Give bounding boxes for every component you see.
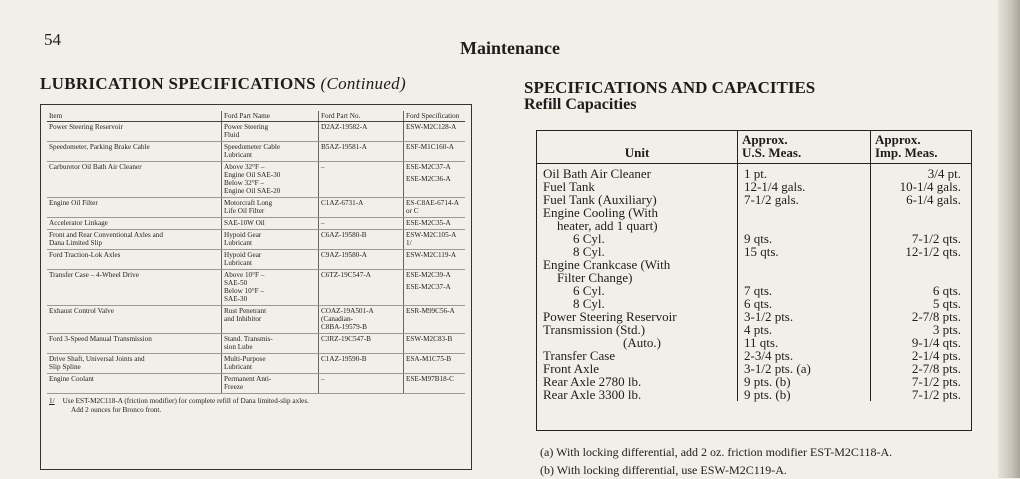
cell-line: ESE-M2C37-A	[406, 283, 451, 291]
part-number-cell	[319, 270, 404, 306]
cell-line: SAE-10W Oil	[224, 219, 265, 227]
lubrication-row	[47, 374, 465, 394]
cell-line: C1AZ-6731-A	[321, 199, 364, 207]
lubrication-row	[47, 230, 465, 250]
unit-label: Filter Change)	[557, 270, 633, 285]
cell-line: B5AZ-19581-A	[321, 143, 367, 151]
unit-label: Transfer Case	[543, 348, 616, 363]
capacities-body-row	[537, 164, 971, 402]
page-header: Maintenance	[460, 38, 560, 58]
cell-line: ESA-M1C75-B	[406, 355, 452, 363]
book-spine	[998, 0, 1020, 478]
col-header-imp-top: Approx.	[875, 132, 921, 147]
unit-label: Oil Bath Air Cleaner	[543, 166, 651, 181]
part-name-cell	[222, 270, 319, 306]
cell-line: Lubricant	[224, 239, 252, 247]
specification-cell	[404, 162, 466, 198]
cell-line: COAZ-19A501-A	[321, 307, 374, 315]
unit-label: Rear Axle 2780 lb.	[543, 374, 642, 389]
col-header-part-name: Ford Part Name	[222, 111, 319, 122]
imperial-measure: 9-1/4 qts.	[911, 335, 961, 350]
lubrication-row	[47, 142, 465, 162]
part-number-cell	[319, 334, 404, 354]
specification-cell	[404, 334, 466, 354]
lubrication-title-text: LUBRICATION SPECIFICATIONS	[40, 74, 316, 93]
lubrication-row	[47, 250, 465, 270]
part-number-cell	[319, 198, 404, 218]
lubrication-row	[47, 122, 465, 142]
cell-line: ESE-M2C36-A	[406, 175, 451, 183]
note-b: (b) With locking differential, use ESW-M2C119-A.	[540, 463, 787, 477]
specification-cell	[404, 354, 466, 374]
cell-line: Lubricant	[224, 259, 252, 267]
part-name-cell	[222, 230, 319, 250]
item-cell	[47, 218, 222, 230]
part-name-cell	[222, 374, 319, 394]
cell-line: Front and Rear Conventional Axles and	[49, 231, 163, 239]
col-header-unit	[537, 131, 738, 164]
part-number-cell	[319, 354, 404, 374]
unit-label: 8 Cyl.	[573, 296, 605, 311]
item-cell	[47, 250, 222, 270]
imperial-measure: 2-7/8 pts.	[911, 361, 961, 376]
part-number-cell	[319, 162, 404, 198]
us-measure	[744, 258, 864, 271]
lubrication-header-row	[47, 111, 465, 122]
lubrication-row	[47, 162, 465, 198]
unit-label: Fuel Tank (Auxiliary)	[543, 192, 657, 207]
specification-cell	[404, 218, 466, 230]
cell-line: SAE-30	[224, 295, 248, 303]
cell-line: ESE-M97B18-C	[406, 375, 454, 383]
part-name-cell	[222, 306, 319, 334]
part-name-cell	[222, 198, 319, 218]
us-measure: 2-3/4 pts.	[744, 348, 794, 363]
unit-label: (Auto.)	[623, 335, 661, 350]
cell-line: C9AZ-19580-A	[321, 251, 367, 259]
specification-cell	[404, 198, 466, 218]
item-cell	[47, 198, 222, 218]
cell-line: Life Oil Filter	[224, 207, 265, 215]
cell-line: Motorcraft Long	[224, 199, 273, 207]
col-header-us-top: Approx.	[742, 132, 788, 147]
part-name-cell	[222, 162, 319, 198]
cell-line: –	[321, 375, 325, 383]
unit-label: Fuel Tank	[543, 179, 595, 194]
cell-line: C6TZ-19C547-A	[321, 271, 371, 279]
footnote-line-2: Add 2 ounces for Bronco front.	[71, 405, 162, 414]
us-measure: 15 qts.	[744, 244, 779, 259]
part-number-cell	[319, 218, 404, 230]
cell-line: Freeze	[224, 383, 244, 391]
us-measure: 4 pts.	[744, 322, 773, 337]
footnote-line-1: Use EST-M2C118-A (friction modifier) for complete refill of Dana limited-slip axles.	[62, 397, 309, 405]
cell-line: ESR-M99C56-A	[406, 307, 455, 315]
specification-cell	[404, 122, 466, 142]
part-name-cell	[222, 334, 319, 354]
part-name-cell	[222, 122, 319, 142]
imperial-measure: 6 qts.	[932, 283, 961, 298]
us-measure: 7-1/2 gals.	[744, 192, 799, 207]
lubrication-title-suffix: (Continued)	[320, 74, 406, 93]
part-number-cell	[319, 230, 404, 250]
imperial-measure: 2-7/8 pts.	[911, 309, 961, 324]
lubrication-table	[47, 111, 465, 394]
imperial-measure: 2-1/4 pts.	[911, 348, 961, 363]
lubrication-row	[47, 354, 465, 374]
cell-line: Fluid	[224, 131, 240, 139]
unit-label: 8 Cyl.	[573, 244, 605, 259]
imperial-measure	[877, 206, 961, 219]
cell-line: Slip Spline	[49, 363, 81, 371]
item-cell	[47, 374, 222, 394]
us-measure: 1 pt.	[744, 166, 768, 181]
unit-label: Power Steering Reservoir	[543, 309, 677, 324]
cell-line: and Inhibitor	[224, 315, 262, 323]
cell-line: ESW-M2C105-A 1/	[406, 231, 456, 247]
lubrication-table-box	[40, 104, 472, 470]
cell-line: Hypoid Gear	[224, 251, 262, 259]
cell-line: Hypoid Gear	[224, 231, 262, 239]
cell-line: D2AZ-19582-A	[321, 123, 368, 131]
us-measure: 3-1/2 pts.	[744, 309, 794, 324]
lubrication-row	[47, 306, 465, 334]
item-cell	[47, 122, 222, 142]
capacities-header-row	[537, 131, 971, 164]
us-measure: 9 pts. (b)	[744, 387, 791, 402]
us-measure: 9 pts. (b)	[744, 374, 791, 389]
item-cell	[47, 354, 222, 374]
col-header-us	[738, 131, 871, 164]
cell-line: Ford 3-Speed Manual Transmission	[49, 335, 152, 343]
cell-line: Ford Traction-Lok Axles	[49, 251, 121, 259]
cell-line: Below 10°F –	[224, 287, 265, 295]
lubrication-body	[47, 122, 465, 394]
item-cell	[47, 142, 222, 162]
capacities-table-box	[536, 130, 972, 431]
imperial-measure: 7-1/2 pts.	[911, 387, 961, 402]
item-cell	[47, 230, 222, 250]
imperial-measure: 3/4 pt.	[927, 166, 961, 181]
specification-cell	[404, 230, 466, 250]
part-name-cell	[222, 142, 319, 162]
us-measure	[744, 206, 864, 219]
capacity-notes	[540, 443, 892, 479]
unit-label: Front Axle	[543, 361, 599, 376]
item-cell	[47, 162, 222, 198]
item-cell	[47, 306, 222, 334]
capacities-title: SPECIFICATIONS AND CAPACITIES	[524, 78, 816, 97]
part-number-cell	[319, 250, 404, 270]
unit-column	[537, 164, 738, 402]
cell-line: SAE-50	[224, 279, 248, 287]
cell-line: Stand. Transmis-	[224, 335, 273, 343]
unit-label: Rear Axle 3300 lb.	[543, 387, 642, 402]
us-measure: 11 qts.	[744, 335, 779, 350]
cell-line: Lubricant	[224, 363, 252, 371]
cell-line: Engine Oil SAE-20	[224, 187, 281, 195]
cell-line: Transfer Case – 4-Wheel Drive	[49, 271, 139, 279]
col-header-specification: Ford Specification	[404, 111, 466, 122]
cell-line: ESW-M2C128-A	[406, 123, 457, 131]
specification-cell	[404, 374, 466, 394]
cell-line: ESF-M1C160-A	[406, 143, 454, 151]
cell-line: ESE-M2C35-A	[406, 219, 451, 227]
cell-line: Power Steering	[224, 123, 269, 131]
cell-line: C6AZ-19580-B	[321, 231, 367, 239]
col-header-imperial	[871, 131, 972, 164]
item-cell	[47, 270, 222, 306]
part-name-cell	[222, 218, 319, 230]
cell-line: ESE-M2C37-A	[406, 163, 451, 171]
cell-line: C3RZ-19C547-B	[321, 335, 371, 343]
lubrication-footnote	[47, 397, 465, 414]
cell-line: Speedometer Cable	[224, 143, 281, 151]
col-header-unit-text: Unit	[624, 145, 650, 160]
part-name-cell	[222, 354, 319, 374]
cell-line: Accelerator Linkage	[49, 219, 108, 227]
cell-line: Engine Oil Filter	[49, 199, 98, 207]
cell-line: Dana Limited Slip	[49, 239, 103, 247]
part-number-cell	[319, 142, 404, 162]
cell-line: sion Lube	[224, 343, 253, 351]
imperial-measure: 10-1/4 gals.	[899, 179, 961, 194]
specification-cell	[404, 250, 466, 270]
capacities-subtitle: Refill Capacities	[524, 96, 637, 113]
capacities-table	[537, 131, 971, 401]
unit-label: heater, add 1 quart)	[557, 218, 658, 233]
part-number-cell	[319, 374, 404, 394]
cell-line: ESE-M2C39-A	[406, 271, 451, 279]
imperial-measure: 5 qts.	[932, 296, 961, 311]
cell-line: (Canadian-	[321, 315, 353, 323]
cell-line: Exhaust Control Valve	[49, 307, 114, 315]
imperial-measure: 7-1/2 qts.	[911, 231, 961, 246]
lubrication-row	[47, 218, 465, 230]
cell-line: Engine Coolant	[49, 375, 94, 383]
cell-line: Drive Shaft, Universal Joints and	[49, 355, 145, 363]
specification-cell	[404, 142, 466, 162]
us-measure: 9 qts.	[744, 231, 773, 246]
us-measure: 3-1/2 pts. (a)	[744, 361, 811, 376]
part-name-cell	[222, 250, 319, 270]
imperial-measure: 7-1/2 pts.	[911, 374, 961, 389]
note-a: (a) With locking differential, add 2 oz. friction modifier EST-M2C118-A.	[540, 445, 893, 459]
cell-line: Permanent Anti-	[224, 375, 272, 383]
lubrication-row	[47, 270, 465, 306]
cell-line: Multi-Purpose	[224, 355, 266, 363]
lubrication-row	[47, 334, 465, 354]
us-measure: 7 qts.	[744, 283, 773, 298]
part-number-cell	[319, 306, 404, 334]
specification-cell	[404, 270, 466, 306]
imperial-column	[871, 164, 972, 402]
cell-line: Speedometer, Parking Brake Cable	[49, 143, 150, 151]
col-header-item: Item	[47, 111, 222, 122]
unit-label: 6 Cyl.	[573, 231, 605, 246]
cell-line: Above 10°F –	[224, 271, 265, 279]
col-header-us-bottom: U.S. Meas.	[742, 145, 802, 160]
col-header-part-no: Ford Part No.	[319, 111, 404, 122]
item-cell	[47, 334, 222, 354]
cell-line: Rust Penetrant	[224, 307, 267, 315]
imperial-measure	[877, 258, 961, 271]
cell-line: or C	[406, 207, 419, 215]
cell-line: Carburetor Oil Bath Air Cleaner	[49, 163, 142, 171]
us-measure: 6 qts.	[744, 296, 773, 311]
cell-line: Above 32°F –	[224, 163, 265, 171]
lubrication-title	[40, 74, 406, 94]
cell-line: ESW-M2C83-B	[406, 335, 453, 343]
cell-line: Lubricant	[224, 151, 252, 159]
imperial-measure: 12-1/2 qts.	[905, 244, 961, 259]
cell-line: –	[321, 163, 325, 171]
unit-label: Engine Cooling (With	[543, 205, 659, 220]
imperial-measure: 6-1/4 gals.	[906, 192, 961, 207]
cell-line: C1AZ-19590-B	[321, 355, 367, 363]
us-measure: 12-1/4 gals.	[744, 179, 806, 194]
unit-label: Engine Crankcase (With	[543, 257, 671, 272]
cell-line: C8BA-19579-B	[321, 323, 367, 331]
part-number-cell	[319, 122, 404, 142]
imperial-measure: 3 pts.	[932, 322, 961, 337]
page-number: 54	[44, 30, 61, 49]
cell-line: –	[321, 219, 325, 227]
unit-label: 6 Cyl.	[573, 283, 605, 298]
us-column	[738, 164, 871, 402]
specification-cell	[404, 306, 466, 334]
cell-line: Power Steering Reservoir	[49, 123, 123, 131]
unit-label: Transmission (Std.)	[543, 322, 646, 337]
cell-line: ESW-M2C119-A	[406, 251, 457, 259]
col-header-imp-bottom: Imp. Meas.	[875, 145, 938, 160]
footnote-mark: 1/	[49, 397, 55, 405]
lubrication-row	[47, 198, 465, 218]
cell-line: Below 32°F –	[224, 179, 265, 187]
cell-line: ES-C8AE-6714-A	[406, 199, 460, 207]
cell-line: Engine Oil SAE-30	[224, 171, 281, 179]
